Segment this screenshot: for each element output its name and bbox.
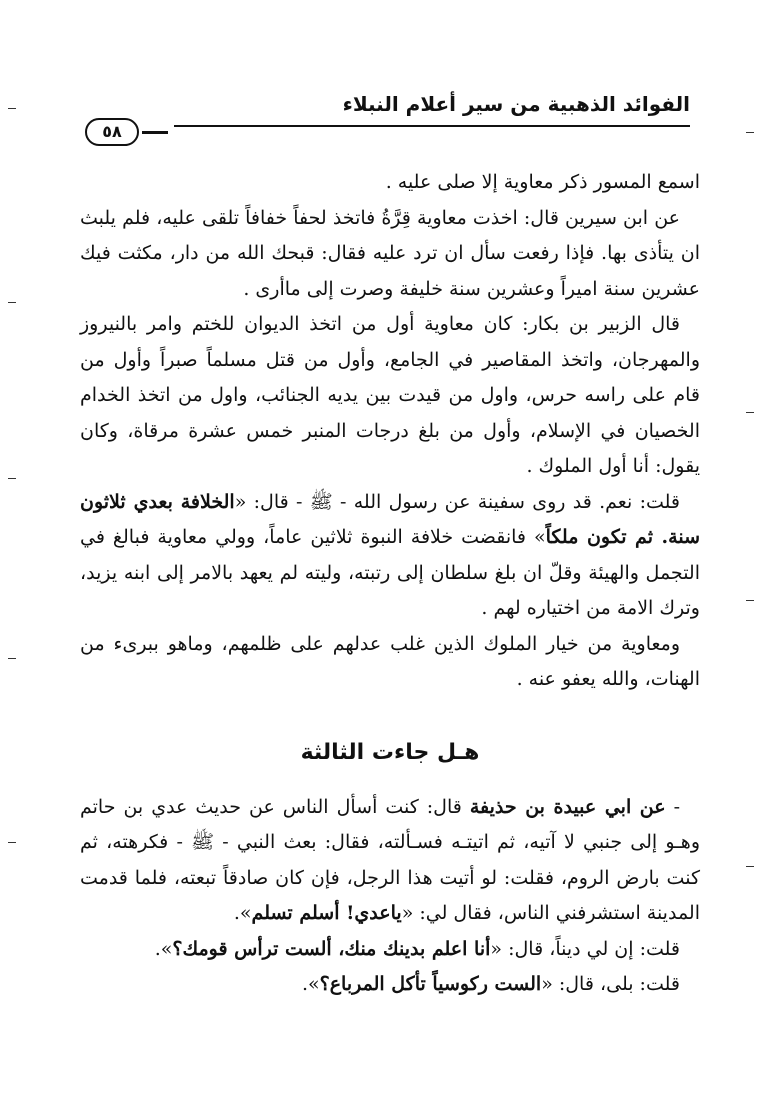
running-title: الفوائد الذهبية من سير أعلام النبلاء (342, 92, 690, 116)
paragraph-text: قلت: إن لي ديناً، قال: « (490, 937, 680, 960)
paragraph-text: - (665, 795, 681, 818)
page-number: ٥٨ (85, 118, 139, 146)
page-number-dash (142, 131, 168, 134)
scan-mark (746, 600, 754, 601)
hadith-quote: الخلافة بعدي ثلاثون سنة. ثم تكون ملكاً (80, 490, 701, 548)
hadith-quote: الست ركوسياً تأكل المرباع؟ (319, 973, 542, 995)
paragraph: ومعاوية من خيار الملوك الذين غلب عدلهم على ظلمهم، وماهو ببرىء من الهنات، والله يعفو عنه . (80, 632, 700, 690)
paragraph-text: قلت: نعم. قد روى سفينة عن رسول الله - ﷺ - قال: « (234, 490, 681, 513)
paragraph: قال الزبير بن بكار: كان معاوية أول من اتخذ الديوان للختم وامر بالنيروز والمهرجان، واتخذ المقاصير في الجامع، وأول من قتل مسلماً صبراً وأول من قام على راسه حرس، واول من قيدت بين يديه الجنائب، واول من اتخذ الخدام الخصيان في الإسلام، وأول من بلغ درجات المنبر خمس عشرة مرقاة، وكان يقول: أنا أول الملوك . (80, 313, 700, 477)
hadith-quote: ياعدي! أسلم تسلم (251, 902, 402, 924)
narrator-name: عن ابي عبيدة بن حذيفة (469, 795, 666, 818)
scan-mark (8, 478, 16, 479)
scan-mark (746, 412, 754, 413)
page-body (80, 165, 700, 1003)
paragraph-text: » فانقضت خلافة النبوة ثلاثين عاماً، وولي معاوية فبالغ في التجمل والهيئة وقلّ ان بلغ سلطان إلى رتبته، وليته لم يعهد بالامر إلى ابنه يزيد، وترك الامة من اختياره لهم . (80, 526, 700, 619)
scan-mark (8, 658, 16, 659)
paragraph-text: ». (233, 902, 252, 924)
paragraph-text: ». (301, 973, 320, 995)
scan-mark (746, 132, 754, 133)
paragraph-text: ». (154, 937, 173, 960)
scan-mark (8, 842, 16, 843)
paragraph (80, 932, 700, 968)
page-header (85, 92, 690, 150)
paragraph (80, 967, 700, 1003)
paragraph (80, 790, 700, 932)
header-rule (85, 125, 690, 127)
paragraph (80, 485, 700, 627)
scan-mark (746, 866, 754, 867)
paragraph-text: قلت: بلى، قال: « (541, 973, 680, 995)
section-heading: هـل جاءت الثالثة (300, 739, 480, 765)
page-number-badge (85, 118, 174, 146)
paragraph-text: قال: كنت أسأل الناس عن حديث عدي بن حاتم وهـو إلى جنبي لا آتيه، ثم اتيتـه فسـألته، فقال: بعث النبي - ﷺ - فكرهته، ثم كنت بارض الروم، فقلت: لو أتيت هذا الرجل، فإن كان صادقاً تبعته، فلما قدمت المدينة استشرفني الناس، فقال لي: « (80, 795, 700, 924)
scan-mark (8, 302, 16, 303)
scan-mark (8, 108, 16, 109)
paragraph: اسمع المسور ذكر معاوية إلا صلى عليه . (385, 171, 700, 193)
hadith-quote: أنا اعلم بدينك منك، ألست ترأس قومك؟ (172, 937, 491, 960)
paragraph: عن ابن سيرين قال: اخذت معاوية قِرَّةُ فاتخذ لحفاً خفافاً تلقى عليه، فلم يلبث ان يتأذى بها. فإذا رفعت سأل ان ترد عليه فقال: قبحك الله من دار، مكثت فيك عشرين سنة اميراً وعشرين سنة خليفة وصرت إلى ماأرى . (80, 206, 700, 300)
